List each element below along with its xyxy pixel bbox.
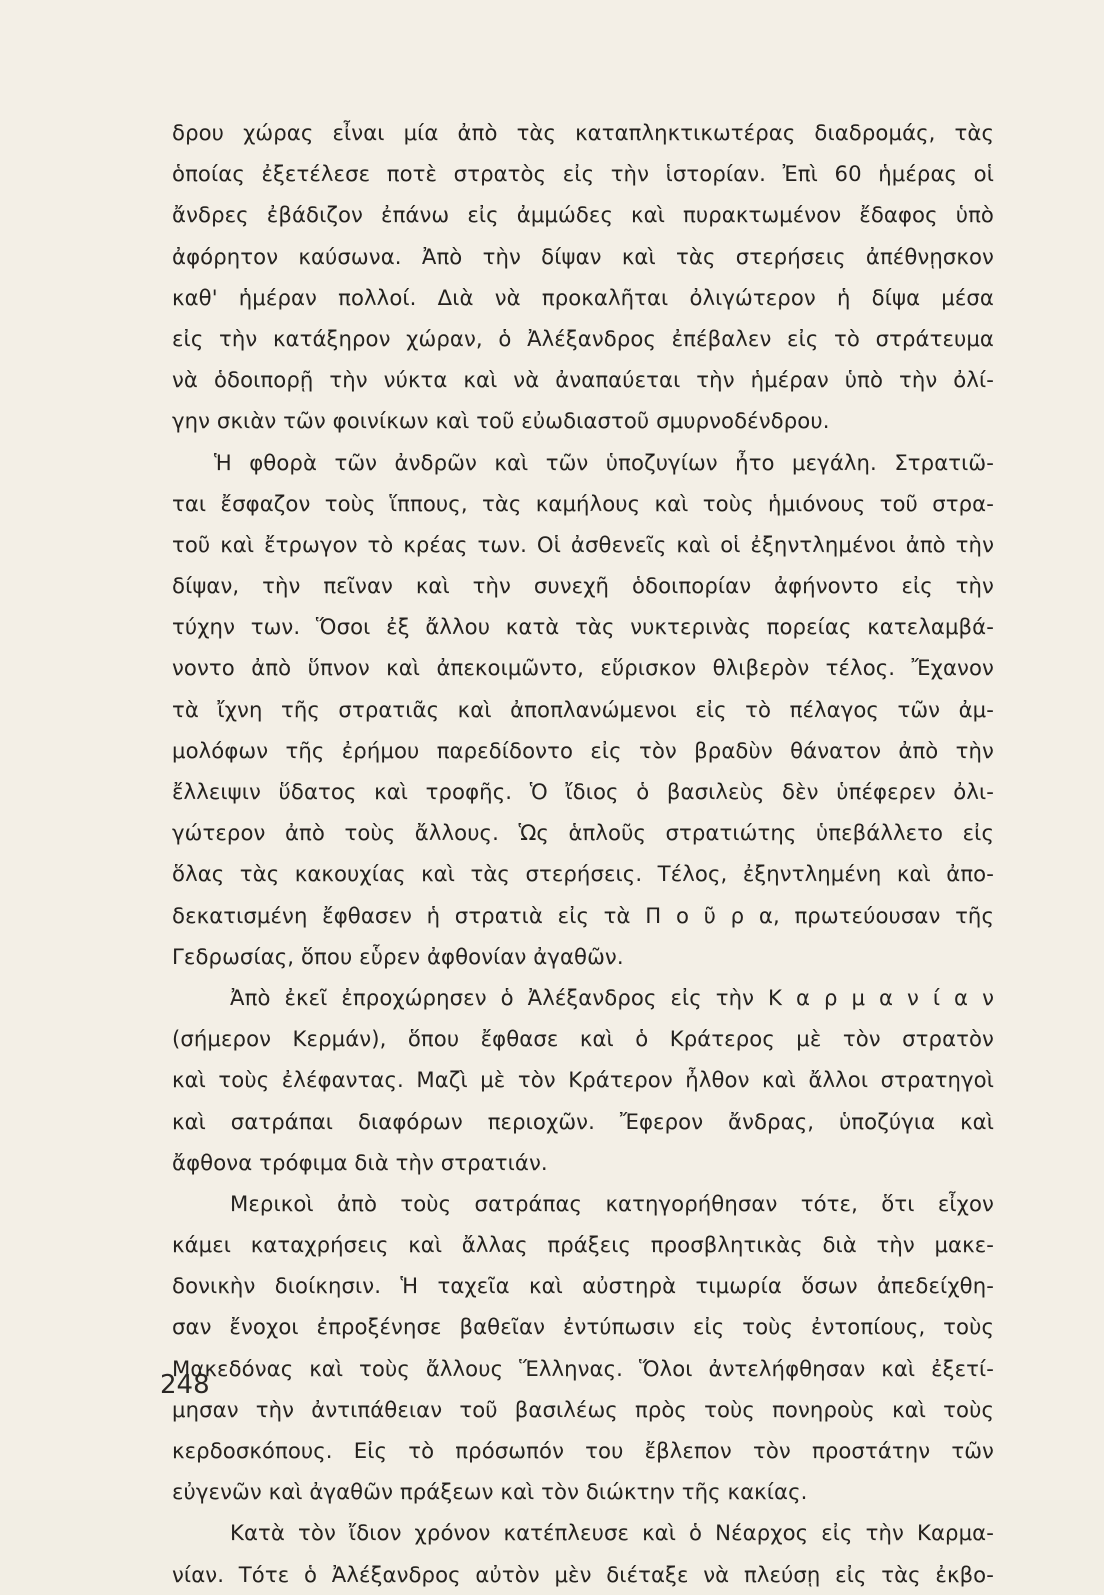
text-line: εἰς τὴν κατάξηρον χώραν, ὁ Ἀλέξανδρος ἐπέβαλεν εἰς τὸ στράτευμα bbox=[172, 325, 994, 351]
text-line: δρου χώρας εἶναι μία ἀπὸ τὰς καταπληκτικωτέρας διαδρομάς, τὰς bbox=[172, 120, 994, 145]
text-line: ἔλλειψιν ὕδατος καὶ τροφῆς. Ὁ ἴδιος ὁ βασιλεὺς δὲν ὑπέφερεν ὀλι- bbox=[172, 779, 994, 804]
text-line: καὶ τοὺς ἐλέφαντας. Μαζὶ μὲ τὸν Κράτερον ἦλθον καὶ ἄλλοι στρατηγοὶ bbox=[172, 1067, 994, 1093]
text-line: κερδοσκόπους. Εἰς τὸ πρόσωπόν του ἔβλεπον τὸν προστάτην τῶν bbox=[172, 1438, 994, 1463]
text-line: δεκατισμένη ἔφθασεν ἡ στρατιὰ εἰς τὰ Π ο ῦ ρ α, πρωτεύουσαν τῆς bbox=[172, 902, 994, 928]
text-line: καθ' ἡμέραν πολλοί. Διὰ νὰ προκαλῆται ὀλιγώτερον ἡ δίψα μέσα bbox=[172, 284, 994, 310]
text-line: σαν ἔνοχοι ἐπροξένησε βαθεῖαν ἐντύπωσιν εἰς τοὺς ἐντοπίους, τοὺς bbox=[172, 1314, 994, 1340]
text-line: νὰ ὁδοιπορῇ τὴν νύκτα καὶ νὰ ἀναπαύεται τὴν ἡμέραν ὑπὸ τὴν ὀλί- bbox=[172, 367, 994, 393]
body-text bbox=[172, 112, 994, 1595]
text-line: δονικὴν διοίκησιν. Ἡ ταχεῖα καὶ αὐστηρὰ τιμωρία ὅσων ἀπεδείχθη- bbox=[172, 1273, 994, 1299]
text-line: κάμει καταχρήσεις καὶ ἄλλας πράξεις προσβλητικὰς διὰ τὴν μακε- bbox=[172, 1232, 994, 1258]
text-line: μολόφων τῆς ἐρήμου παρεδίδοντο εἰς τὸν βραδὺν θάνατον ἀπὸ τὴν bbox=[172, 737, 994, 763]
paragraph-start-line: Ἀπὸ ἐκεῖ ἐπροχώρησεν ὁ Ἀλέξανδρος εἰς τὴν Κ α ρ μ α ν ί α ν bbox=[230, 984, 994, 1010]
text-line: ται ἔσφαζον τοὺς ἵππους, τὰς καμήλους καὶ τοὺς ἡμιόνους τοῦ στρα- bbox=[172, 490, 994, 516]
text-line: γην σκιὰν τῶν φοινίκων καὶ τοῦ εὐωδιαστοῦ σμυρνοδένδρου. bbox=[172, 408, 830, 434]
text-line: νοντο ἀπὸ ὕπνον καὶ ἀπεκοιμῶντο, εὕρισκον θλιβερὸν τέλος. Ἔχανον bbox=[172, 655, 994, 681]
text-line: γώτερον ἀπὸ τοὺς ἄλλους. Ὡς ἁπλοῦς στρατιώτης ὑπεβάλλετο εἰς bbox=[172, 820, 994, 846]
text-line: μησαν τὴν ἀντιπάθειαν τοῦ βασιλέως πρὸς τοὺς πονηροὺς καὶ τοὺς bbox=[172, 1396, 994, 1422]
text-line: Γεδρωσίας, ὅπου εὗρεν ἀφθονίαν ἀγαθῶν. bbox=[172, 943, 624, 969]
text-line: ἄνδρες ἐβάδιζον ἐπάνω εἰς ἀμμώδες καὶ πυρακτωμένον ἔδαφος ὑπὸ bbox=[172, 202, 994, 228]
text-line: ὅλας τὰς κακουχίας καὶ τὰς στερήσεις. Τέλος, ἐξηντλημένη καὶ ἀπο- bbox=[172, 861, 994, 887]
text-line: τύχην των. Ὅσοι ἐξ ἄλλου κατὰ τὰς νυκτερινὰς πορείας κατελαμβά- bbox=[172, 614, 994, 640]
text-line: ἀφόρητον καύσωνα. Ἀπὸ τὴν δίψαν καὶ τὰς στερήσεις ἀπέθνῃσκον bbox=[172, 243, 994, 269]
text-line: εὐγενῶν καὶ ἀγαθῶν πράξεων καὶ τὸν διώκτην τῆς κακίας. bbox=[172, 1479, 808, 1505]
page-number: 248 bbox=[160, 1370, 210, 1400]
text-line: Μακεδόνας καὶ τοὺς ἄλλους Ἕλληνας. Ὅλοι ἀντελήφθησαν καὶ ἐξετί- bbox=[172, 1355, 994, 1381]
text-line: ἄφθονα τρόφιμα διὰ τὴν στρατιάν. bbox=[172, 1149, 548, 1175]
text-line: δίψαν, τὴν πεῖναν καὶ τὴν συνεχῆ ὁδοιπορίαν ἀφήνοντο εἰς τὴν bbox=[172, 573, 994, 599]
text-line: καὶ σατράπαι διαφόρων περιοχῶν. Ἔφερον ἄνδρας, ὑποζύγια καὶ bbox=[172, 1108, 994, 1134]
paragraph-start-line: Κατὰ τὸν ἴδιον χρόνον κατέπλευσε καὶ ὁ Νέαρχος εἰς τὴν Καρμα- bbox=[230, 1520, 994, 1546]
text-line: νίαν. Τότε ὁ Ἀλέξανδρος αὐτὸν μὲν διέταξε νὰ πλεύσῃ εἰς τὰς ἐκβο- bbox=[172, 1561, 994, 1587]
text-line: τὰ ἴχνη τῆς στρατιᾶς καὶ ἀποπλανώμενοι εἰς τὸ πέλαγος τῶν ἀμ- bbox=[172, 696, 994, 722]
text-line: τοῦ καὶ ἔτρωγον τὸ κρέας των. Οἱ ἀσθενεῖς καὶ οἱ ἐξηντλημένοι ἀπὸ τὴν bbox=[172, 531, 994, 557]
paragraph-start-line: Μερικοὶ ἀπὸ τοὺς σατράπας κατηγορήθησαν τότε, ὅτι εἶχον bbox=[230, 1190, 994, 1216]
text-line: ὁποίας ἐξετέλεσε ποτὲ στρατὸς εἰς τὴν ἱστορίαν. Ἐπὶ 60 ἡμέρας οἱ bbox=[172, 161, 994, 187]
text-line: (σήμερον Κερμάν), ὅπου ἔφθασε καὶ ὁ Κράτερος μὲ τὸν στρατὸν bbox=[172, 1026, 994, 1052]
paragraph-start-line: Ἡ φθορὰ τῶν ἀνδρῶν καὶ τῶν ὑποζυγίων ἦτο μεγάλη. Στρατιῶ- bbox=[214, 449, 994, 475]
